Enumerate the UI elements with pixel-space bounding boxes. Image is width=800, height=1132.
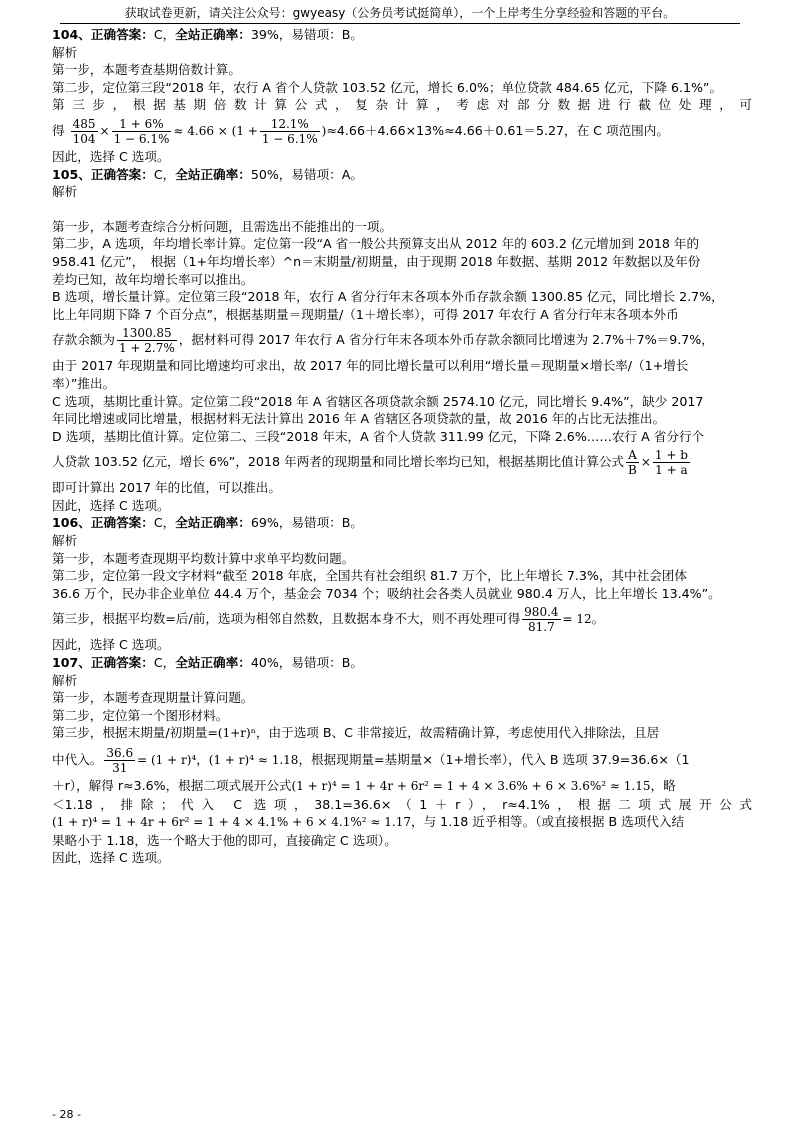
text-fragment: ，与 1.18 近乎相等。（或直接根据 B 选项代入结 (410, 814, 685, 830)
fraction: $\frac{12.1\%}{1 - 6.1\%}$ (261, 116, 318, 146)
formula: (1+r)ⁿ (217, 726, 256, 741)
step-text: 差均已知，故年均增长率可以推出。 (52, 271, 254, 287)
formula-row: 第三步，根据平均数=后/前，选项为相邻自然数，且数据本身不大，则不再处理可得 $\frac{980.4}{81.7}$ = 12。 (52, 605, 605, 635)
step-text: 即可计算出 2017 年的比值，可以推出。 (52, 480, 281, 496)
fraction: $\frac{36.6}{31}$ (106, 746, 134, 775)
step-text: B 选项，增长量计算。定位第三段“2018 年，农行 A 省分行年末各项本外币存款余额 1300.85 亿元，同比增长 2.7%， (52, 289, 724, 305)
step-text: 比上年同期下降 7 个百分点”，根据基期量＝现期量/（1＋增长率），可得 2017 年农行 A 省分行年末各项本外币 (52, 306, 679, 322)
formula-row (52, 323, 752, 357)
step-text: 第二步，定位第一段文字材料“截至 2018 年底，全国共有社会组织 81.7 万个，比上年增长 7.3%，其中社会团体 (52, 568, 687, 584)
answer-value: C， (153, 655, 176, 671)
text-fragment: 。 (591, 611, 605, 627)
step-text: 第二步，A 选项，年均增长率计算。定位第一段“A 省一般公共预算支出从 2012 年的 603.2 亿元增加到 2018 年的 (52, 236, 700, 252)
step-text: 第二步，定位第一个图形材料。 (52, 707, 229, 723)
document-body (52, 26, 752, 867)
text-fragment: 第三步，根据末期量/初期量= (52, 725, 218, 741)
page-header: 获取试卷更新，请关注公众号：gwyeasy（公务员考试挺简单），一个上岸考生分享经验和答题的平台。 (60, 6, 740, 24)
rate-value: 39%，易错项：B。 (250, 27, 364, 42)
formula-row: 中代入。 $\frac{36.6}{31}$ = (1 + r)⁴，(1 + r)⁴ ≈ 1.18，根据现期量=基期量×（1+增长率），代入 B 选项 37.9=36.6×（1 (52, 746, 690, 775)
step-text (52, 724, 752, 743)
text-fragment: ≈4.66＋4.66×13%≈4.66＋0.61＝5.27，在 C 项范围内。 (326, 122, 669, 138)
spacer (52, 201, 752, 218)
formula-row: 人贷款 103.52 亿元，增长 6%”，2018 年两者的现期量和同比增长率均已知，根据基期比值计算公式 $\frac{A}{B}$ × $\frac{1 + b}{1 + a}$ (52, 448, 688, 478)
conclusion: 因此，选择 C 选项。 (52, 850, 170, 866)
formula: (1 + r)⁴ ≈ 1.18 (208, 753, 299, 767)
step-text: 第一步，本题考查现期量计算问题。 (52, 690, 254, 706)
formula: (1 + r)⁴ = 1 + 4r + 6r² = 1 + 4 × 4.1% + 6 × 4.1%² ≈ 1.17 (52, 815, 411, 830)
step-text: 年同比增速或同比增量，根据材料无法计算出 2016 年 A 省辖区各项贷款的量，故 2016 年的占比无法推出。 (52, 411, 666, 427)
rate-value: 69%，易错项：B。 (250, 515, 364, 531)
step-text: 果略小于 1.18，选一个略大于他的即可，直接确定 C 选项）。 (52, 832, 397, 848)
text-fragment: 第三步，根据平均数=后/前，选项为相邻自然数，且数据本身不大，则不再处理可得 (52, 611, 521, 627)
analysis-label: 解析 (52, 44, 78, 60)
analysis-label: 解析 (52, 533, 78, 549)
answer-value: C， (153, 166, 176, 182)
text-fragment: ，据材料可得 2017 年农行 A 省分行年末各项本外币存款余额同比增速为 2.7%＋7%＝9.7%， (178, 332, 714, 348)
fraction: $\frac{1 + 6\%}{1 - 6.1\%}$ (113, 116, 170, 146)
rate-label: 全站正确率： (175, 166, 251, 182)
rate-value: 50%，易错项：A。 (250, 166, 363, 182)
answer-label: 107、正确答案： (52, 655, 154, 671)
q106-title (52, 514, 752, 532)
step-text: 率）”推出。 (52, 375, 116, 391)
text-fragment: ，由于选项 B、C 非常接近，故需精确计算，考虑使用代入排除法，且居 (255, 725, 660, 741)
step-text: 由于 2017 年现期量和同比增速均可求出，故 2017 年的同比增长量可以利用“增长量＝现期量×增长率/（1+增长 (52, 358, 689, 374)
text-fragment: 人贷款 103.52 亿元，增长 6%”，2018 年两者的现期量和同比增长率均已知，根据基期比值计算公式 (52, 454, 625, 470)
text-fragment: ， (196, 752, 209, 767)
text-fragment: 存款余额为 (52, 332, 115, 348)
q107-title (52, 654, 752, 672)
formula-row: 得 $\frac{485}{104}$ × $\frac{1 + 6\%}{1 - 6.1\%}$ ≈ 4.66 × (1 + $\frac{12.1\%}{1 - 6.1\%}$ )≈4.66＋4.66×13%≈4.66＋0.61＝5.27，在 C 项范围内。 (52, 116, 669, 146)
fraction: $\frac{980.4}{81.7}$ (524, 605, 559, 635)
step-text: ＜1.18，排除；代入 C 选项，38.1=36.6×（1＋r），r≈4.1%，根据二项式展开公式 (52, 796, 752, 812)
step-text: C 选项，基期比重计算。定位第二段“2018 年 A 省辖区各项贷款余额 2574.10 亿元，同比增长 9.4%”，缺少 2017 (52, 393, 704, 409)
step-text: 958.41 亿元”， 根据（1+年均增长率）^n＝末期量/初期量，由于现期 2018 年数据、基期 2012 年数据以及年份 (52, 253, 701, 269)
step-text: 第一步，本题考查现期平均数计算中求单平均数问题。 (52, 550, 355, 566)
step-text (52, 777, 752, 796)
analysis-label: 解析 (52, 184, 78, 200)
step-text: 第一步，本题考查综合分析问题，且需选出不能推出的一项。 (52, 218, 393, 234)
conclusion: 因此，选择 C 选项。 (52, 497, 170, 513)
step-text: 第一步，本题考查基期倍数计算。 (52, 62, 241, 78)
fraction: $\frac{1 + b}{1 + a}$ (654, 448, 688, 478)
step-text: 第三步，根据基期倍数计算公式，复杂计算，考虑对部分数据进行截位处理，可 (52, 97, 752, 113)
page-number: - 28 - (52, 1108, 81, 1121)
answer-value: C， (153, 515, 176, 531)
rate-label: 全站正确率： (175, 655, 251, 671)
rate-value: 40%，易错项：B。 (250, 655, 364, 671)
fraction: $\frac{A}{B}$ (628, 448, 637, 478)
step-text: 第二步，定位第三段“2018 年，农行 A 省个人贷款 103.52 亿元，增长 6.0%；单位贷款 484.65 亿元，下降 6.1%”。 (52, 79, 723, 95)
q105-title (52, 166, 752, 184)
formula: (1 + r)⁴ = 1 + 4r + 6r² = 1 + 4 × 3.6% + 6 × 3.6%² ≈ 1.15 (291, 779, 651, 793)
fraction: $\frac{485}{104}$ (72, 116, 96, 146)
rate-label: 全站正确率： (175, 27, 251, 42)
text-fragment: 得 (52, 122, 65, 138)
conclusion: 因此，选择 C 选项。 (52, 148, 170, 164)
fraction: $\frac{1300.85}{1 + 2.7\%}$ (118, 326, 175, 356)
rate-label: 全站正确率： (175, 515, 251, 531)
conclusion: 因此，选择 C 选项。 (52, 637, 170, 653)
analysis-label: 解析 (52, 672, 78, 688)
answer-label: 105、正确答案： (52, 166, 154, 182)
step-text: 36.6 万个，民办非企业单位 44.4 万个，基金会 7034 个；吸纳社会各类人员就业 980.4 万人，比上年增长 13.4%”。 (52, 585, 721, 601)
text-fragment: 中代入。 (52, 752, 103, 767)
q104-title (52, 26, 752, 44)
answer-value: C， (153, 27, 176, 42)
text-fragment: ＋r），解得 r≈3.6%，根据二项式展开公式 (52, 778, 292, 793)
answer-label: 104、正确答案： (52, 27, 154, 42)
text-fragment: ，略 (650, 778, 676, 793)
step-text (52, 813, 752, 832)
step-text: D 选项，基期比值计算。定位第二、三段“2018 年末，A 省个人贷款 311.99 亿元，下降 2.6%……农行 A 省分行个 (52, 428, 705, 444)
answer-label: 106、正确答案： (52, 515, 154, 531)
text-fragment: ，根据现期量=基期量×（1+增长率），代入 B 选项 37.9=36.6×（1 (298, 752, 690, 767)
